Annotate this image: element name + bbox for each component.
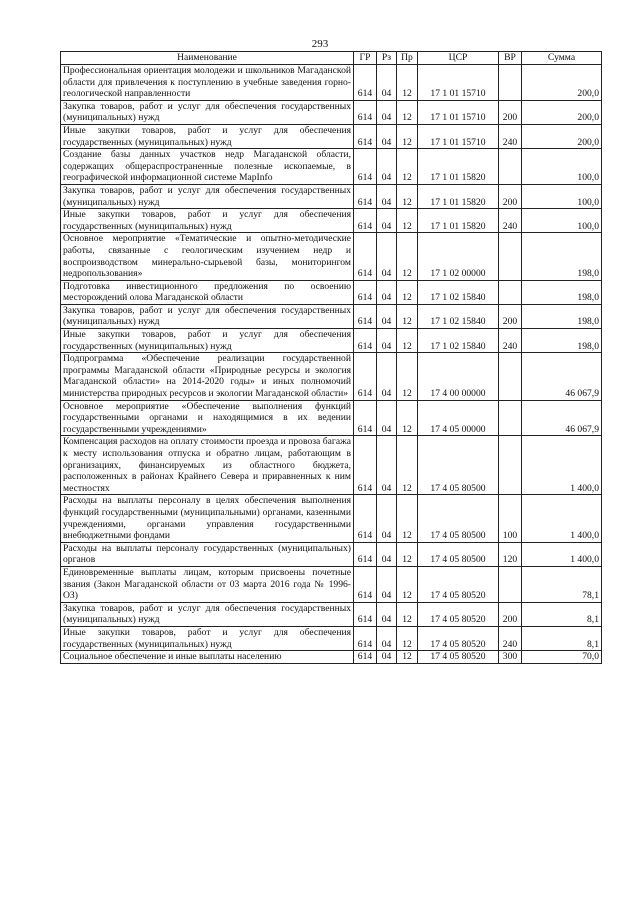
- cell-sum: 70,0: [522, 651, 602, 664]
- header-pr: Пр: [397, 52, 418, 65]
- table-row: [61, 149, 602, 185]
- cell-pr: 12: [397, 149, 418, 185]
- cell-csr: 17 4 05 80500: [418, 495, 499, 542]
- cell-sum: 46 067,9: [522, 353, 602, 400]
- cell-gr: 614: [354, 651, 377, 664]
- cell-csr: 17 4 05 80500: [418, 436, 499, 495]
- cell-csr: 17 4 05 80520: [418, 566, 499, 602]
- cell-vr: 240: [499, 329, 522, 353]
- cell-rz: 04: [377, 304, 397, 328]
- table-row: [61, 209, 602, 233]
- cell-name: Иные закупки товаров, работ и услуг для обеспечения государственных (муниципальных) нужд: [61, 124, 354, 148]
- cell-csr: 17 1 02 15840: [418, 304, 499, 328]
- cell-name: Закупка товаров, работ и услуг для обеспечения государственных (муниципальных) нужд: [61, 184, 354, 208]
- cell-csr: 17 1 02 00000: [418, 233, 499, 280]
- cell-pr: 12: [397, 542, 418, 566]
- cell-rz: 04: [377, 100, 397, 124]
- cell-sum: 78,1: [522, 566, 602, 602]
- cell-sum: 8,1: [522, 602, 602, 626]
- cell-gr: 614: [354, 280, 377, 304]
- header-gr: ГР: [354, 52, 377, 65]
- header-name: Наименование: [61, 52, 354, 65]
- cell-vr: [499, 566, 522, 602]
- cell-sum: 100,0: [522, 184, 602, 208]
- cell-rz: 04: [377, 353, 397, 400]
- cell-name: Закупка товаров, работ и услуг для обеспечения государственных (муниципальных) нужд: [61, 100, 354, 124]
- table-row: [61, 353, 602, 400]
- cell-name: Подпрограмма «Обеспечение реализации государственной программы Магаданской области «Природные ресурсы и экология Магаданской области» на 2014-2020 годы» и иных полномочий министерства природных ресурсов и экологии Магаданской области»: [61, 353, 354, 400]
- cell-csr: 17 1 01 15820: [418, 184, 499, 208]
- cell-sum: 200,0: [522, 65, 602, 101]
- cell-rz: 04: [377, 651, 397, 664]
- cell-gr: 614: [354, 626, 377, 650]
- cell-sum: 200,0: [522, 100, 602, 124]
- table-row: [61, 184, 602, 208]
- cell-pr: 12: [397, 124, 418, 148]
- cell-pr: 12: [397, 280, 418, 304]
- table-header-row: [61, 52, 602, 65]
- cell-rz: 04: [377, 602, 397, 626]
- cell-csr: 17 4 00 00000: [418, 353, 499, 400]
- cell-sum: 8,1: [522, 626, 602, 650]
- cell-rz: 04: [377, 184, 397, 208]
- cell-pr: 12: [397, 233, 418, 280]
- page-number: 293: [311, 38, 329, 50]
- cell-name: Закупка товаров, работ и услуг для обеспечения государственных (муниципальных) нужд: [61, 602, 354, 626]
- cell-vr: 100: [499, 495, 522, 542]
- cell-gr: 614: [354, 400, 377, 436]
- table-row: [61, 566, 602, 602]
- cell-sum: 200,0: [522, 124, 602, 148]
- cell-gr: 614: [354, 184, 377, 208]
- cell-gr: 614: [354, 149, 377, 185]
- cell-gr: 614: [354, 65, 377, 101]
- cell-sum: 100,0: [522, 149, 602, 185]
- cell-rz: 04: [377, 495, 397, 542]
- table-row: [61, 436, 602, 495]
- cell-name: Иные закупки товаров, работ и услуг для обеспечения государственных (муниципальных) нужд: [61, 626, 354, 650]
- cell-sum: 1 400,0: [522, 436, 602, 495]
- cell-gr: 614: [354, 602, 377, 626]
- cell-name: Единовременные выплаты лицам, которым присвоены почетные звания (Закон Магаданской области от 03 марта 2016 года № 1996-ОЗ): [61, 566, 354, 602]
- budget-table: [60, 51, 602, 664]
- cell-name: Компенсация расходов на оплату стоимости проезда и провоза багажа к месту использования отпуска и обратно лицам, работающим в организациях, финансируемых из областного бюджета, расположенных в районах Крайнего Севера и приравненных к ним местностях: [61, 436, 354, 495]
- cell-csr: 17 4 05 80520: [418, 602, 499, 626]
- cell-gr: 614: [354, 353, 377, 400]
- cell-sum: 100,0: [522, 209, 602, 233]
- cell-rz: 04: [377, 124, 397, 148]
- cell-csr: 17 1 01 15710: [418, 65, 499, 101]
- table-row: [61, 542, 602, 566]
- cell-gr: 614: [354, 124, 377, 148]
- table-row: [61, 602, 602, 626]
- cell-csr: 17 1 02 15840: [418, 280, 499, 304]
- table-row: [61, 65, 602, 101]
- cell-gr: 614: [354, 209, 377, 233]
- table-row: [61, 495, 602, 542]
- cell-pr: 12: [397, 495, 418, 542]
- cell-name: Расходы на выплаты персоналу государственных (муниципальных) органов: [61, 542, 354, 566]
- cell-csr: 17 1 02 15840: [418, 329, 499, 353]
- cell-csr: 17 4 05 00000: [418, 400, 499, 436]
- cell-name: Профессиональная ориентация молодежи и школьников Магаданской области для привлечения к поступлению в учебные заведения горно-геологической направленности: [61, 65, 354, 101]
- table-row: [61, 233, 602, 280]
- header-csr: ЦСР: [418, 52, 499, 65]
- cell-vr: 200: [499, 184, 522, 208]
- cell-vr: [499, 65, 522, 101]
- cell-vr: [499, 400, 522, 436]
- cell-gr: 614: [354, 436, 377, 495]
- cell-rz: 04: [377, 65, 397, 101]
- cell-name: Основное мероприятие «Обеспечение выполнения функций государственными органами и находящимися в их ведении государственными учреждениями»: [61, 400, 354, 436]
- cell-name: Подготовка инвестиционного предложения по освоению месторождений олова Магаданской области: [61, 280, 354, 304]
- cell-vr: [499, 436, 522, 495]
- cell-rz: 04: [377, 209, 397, 233]
- cell-csr: 17 1 01 15710: [418, 124, 499, 148]
- cell-name: Основное мероприятие «Тематические и опытно-методические работы, связанные с геологическим изучением недр и воспроизводством минерально-сырьевой базы, мониторингом недропользования»: [61, 233, 354, 280]
- cell-gr: 614: [354, 329, 377, 353]
- cell-sum: 46 067,9: [522, 400, 602, 436]
- cell-pr: 12: [397, 329, 418, 353]
- cell-pr: 12: [397, 651, 418, 664]
- cell-vr: 300: [499, 651, 522, 664]
- table-row: [61, 626, 602, 650]
- cell-rz: 04: [377, 329, 397, 353]
- header-rz: Рз: [377, 52, 397, 65]
- cell-name: Закупка товаров, работ и услуг для обеспечения государственных (муниципальных) нужд: [61, 304, 354, 328]
- cell-gr: 614: [354, 233, 377, 280]
- cell-rz: 04: [377, 280, 397, 304]
- cell-name: Иные закупки товаров, работ и услуг для обеспечения государственных (муниципальных) нужд: [61, 209, 354, 233]
- cell-vr: 240: [499, 124, 522, 148]
- cell-name: Иные закупки товаров, работ и услуг для обеспечения государственных (муниципальных) нужд: [61, 329, 354, 353]
- cell-sum: 198,0: [522, 280, 602, 304]
- table-row: [61, 329, 602, 353]
- cell-pr: 12: [397, 566, 418, 602]
- cell-gr: 614: [354, 542, 377, 566]
- cell-pr: 12: [397, 65, 418, 101]
- cell-rz: 04: [377, 436, 397, 495]
- cell-vr: [499, 353, 522, 400]
- cell-vr: 200: [499, 100, 522, 124]
- cell-gr: 614: [354, 495, 377, 542]
- cell-sum: 1 400,0: [522, 542, 602, 566]
- cell-csr: 17 1 01 15820: [418, 149, 499, 185]
- table-row: [61, 304, 602, 328]
- cell-name: Расходы на выплаты персоналу в целях обеспечения выполнения функций государственными (муниципальными) органами, казенными учреждениями, органами управления государственными внебюджетными фондами: [61, 495, 354, 542]
- cell-gr: 614: [354, 100, 377, 124]
- cell-csr: 17 1 01 15710: [418, 100, 499, 124]
- cell-rz: 04: [377, 626, 397, 650]
- cell-vr: 120: [499, 542, 522, 566]
- cell-rz: 04: [377, 149, 397, 185]
- table-row: [61, 651, 602, 664]
- cell-name: Создание базы данных участков недр Магаданской области, содержащих общераспространенные полезные ископаемые, в географической информационной системе MapInfo: [61, 149, 354, 185]
- header-vr: ВР: [499, 52, 522, 65]
- header-sum: Сумма: [522, 52, 602, 65]
- cell-vr: [499, 280, 522, 304]
- cell-sum: 198,0: [522, 233, 602, 280]
- cell-pr: 12: [397, 602, 418, 626]
- cell-sum: 1 400,0: [522, 495, 602, 542]
- cell-rz: 04: [377, 400, 397, 436]
- cell-name: Социальное обеспечение и иные выплаты населению: [61, 651, 354, 664]
- cell-vr: [499, 149, 522, 185]
- cell-csr: 17 4 05 80520: [418, 626, 499, 650]
- cell-vr: 200: [499, 304, 522, 328]
- cell-sum: 198,0: [522, 329, 602, 353]
- cell-gr: 614: [354, 566, 377, 602]
- cell-vr: 200: [499, 602, 522, 626]
- cell-pr: 12: [397, 626, 418, 650]
- cell-vr: 240: [499, 209, 522, 233]
- cell-rz: 04: [377, 233, 397, 280]
- table-row: [61, 124, 602, 148]
- cell-vr: [499, 233, 522, 280]
- cell-gr: 614: [354, 304, 377, 328]
- table-row: [61, 100, 602, 124]
- cell-csr: 17 1 01 15820: [418, 209, 499, 233]
- cell-rz: 04: [377, 566, 397, 602]
- cell-csr: 17 4 05 80500: [418, 542, 499, 566]
- cell-sum: 198,0: [522, 304, 602, 328]
- cell-pr: 12: [397, 400, 418, 436]
- cell-pr: 12: [397, 209, 418, 233]
- table-row: [61, 400, 602, 436]
- cell-pr: 12: [397, 353, 418, 400]
- cell-pr: 12: [397, 304, 418, 328]
- cell-pr: 12: [397, 100, 418, 124]
- table-row: [61, 280, 602, 304]
- cell-pr: 12: [397, 436, 418, 495]
- cell-rz: 04: [377, 542, 397, 566]
- cell-pr: 12: [397, 184, 418, 208]
- cell-csr: 17 4 05 80520: [418, 651, 499, 664]
- cell-vr: 240: [499, 626, 522, 650]
